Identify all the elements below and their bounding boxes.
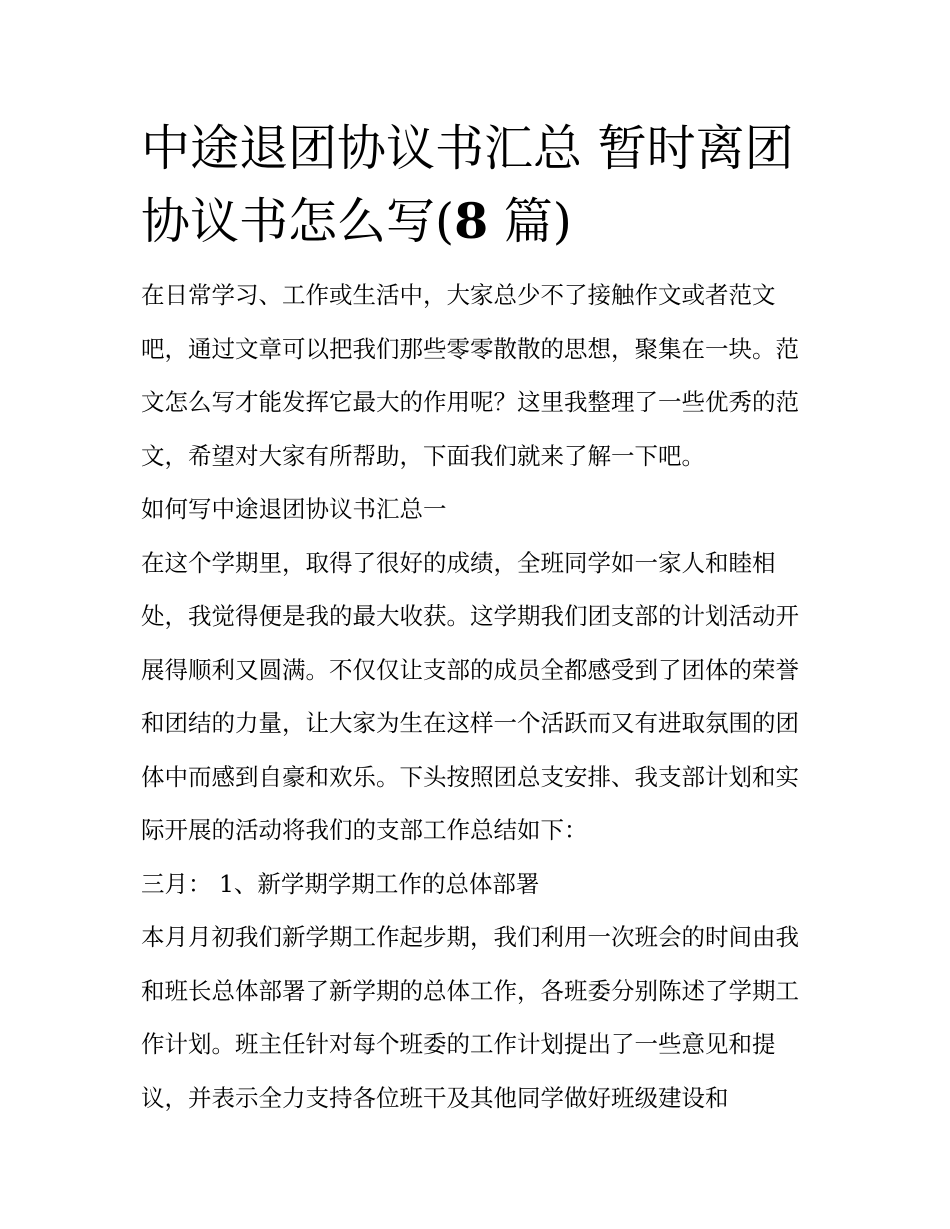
subsection-heading: 三月： 1、新学期学期工作的总体部署 [141, 869, 540, 898]
title-suffix: 篇) [488, 193, 572, 250]
body-paragraph: 在这个学期里，取得了很好的成绩，全班同学如一家人和睦相处，我觉得便是我的最大收获。这学期我们团支部的计划活动开展得顺利又圆满。不仅仅让支部的成员全都感受到了团体的荣誉和团结的力量，让大家为生在这样一个活跃而又有进取氛围的团体中而感到自豪和欢乐。下头按照团总支安排、我支部计划和实际开展的活动将我们的支部工作总结如下： [141, 548, 799, 844]
intro-paragraph: 在日常学习、工作或生活中，大家总少不了接触作文或者范文吧，通过文章可以把我们那些零零散散的思想，聚集在一块。范文怎么写才能发挥它最大的作用呢？这里我整理了一些优秀的范文，希望对大家有所帮助，下面我们就来了解一下吧。 [141, 281, 799, 470]
title-count: 8 [454, 192, 489, 250]
section-heading: 如何写中途退团协议书汇总一 [141, 495, 447, 523]
document-body [141, 269, 813, 1125]
document-title [141, 112, 813, 258]
body-paragraph: 本月月初我们新学期工作起步期，我们利用一次班会的时间由我和班长总体部署了新学期的总体工作，各班委分别陈述了学期工作计划。班主任针对每个班委的工作计划提出了一些意见和提议，并表示全力支持各位班干及其他同学做好班级建设和 [141, 923, 799, 1112]
title-text: 中途退团协议书汇总 暂时离团协议书怎么写( [141, 120, 794, 250]
document-content [141, 112, 813, 1125]
